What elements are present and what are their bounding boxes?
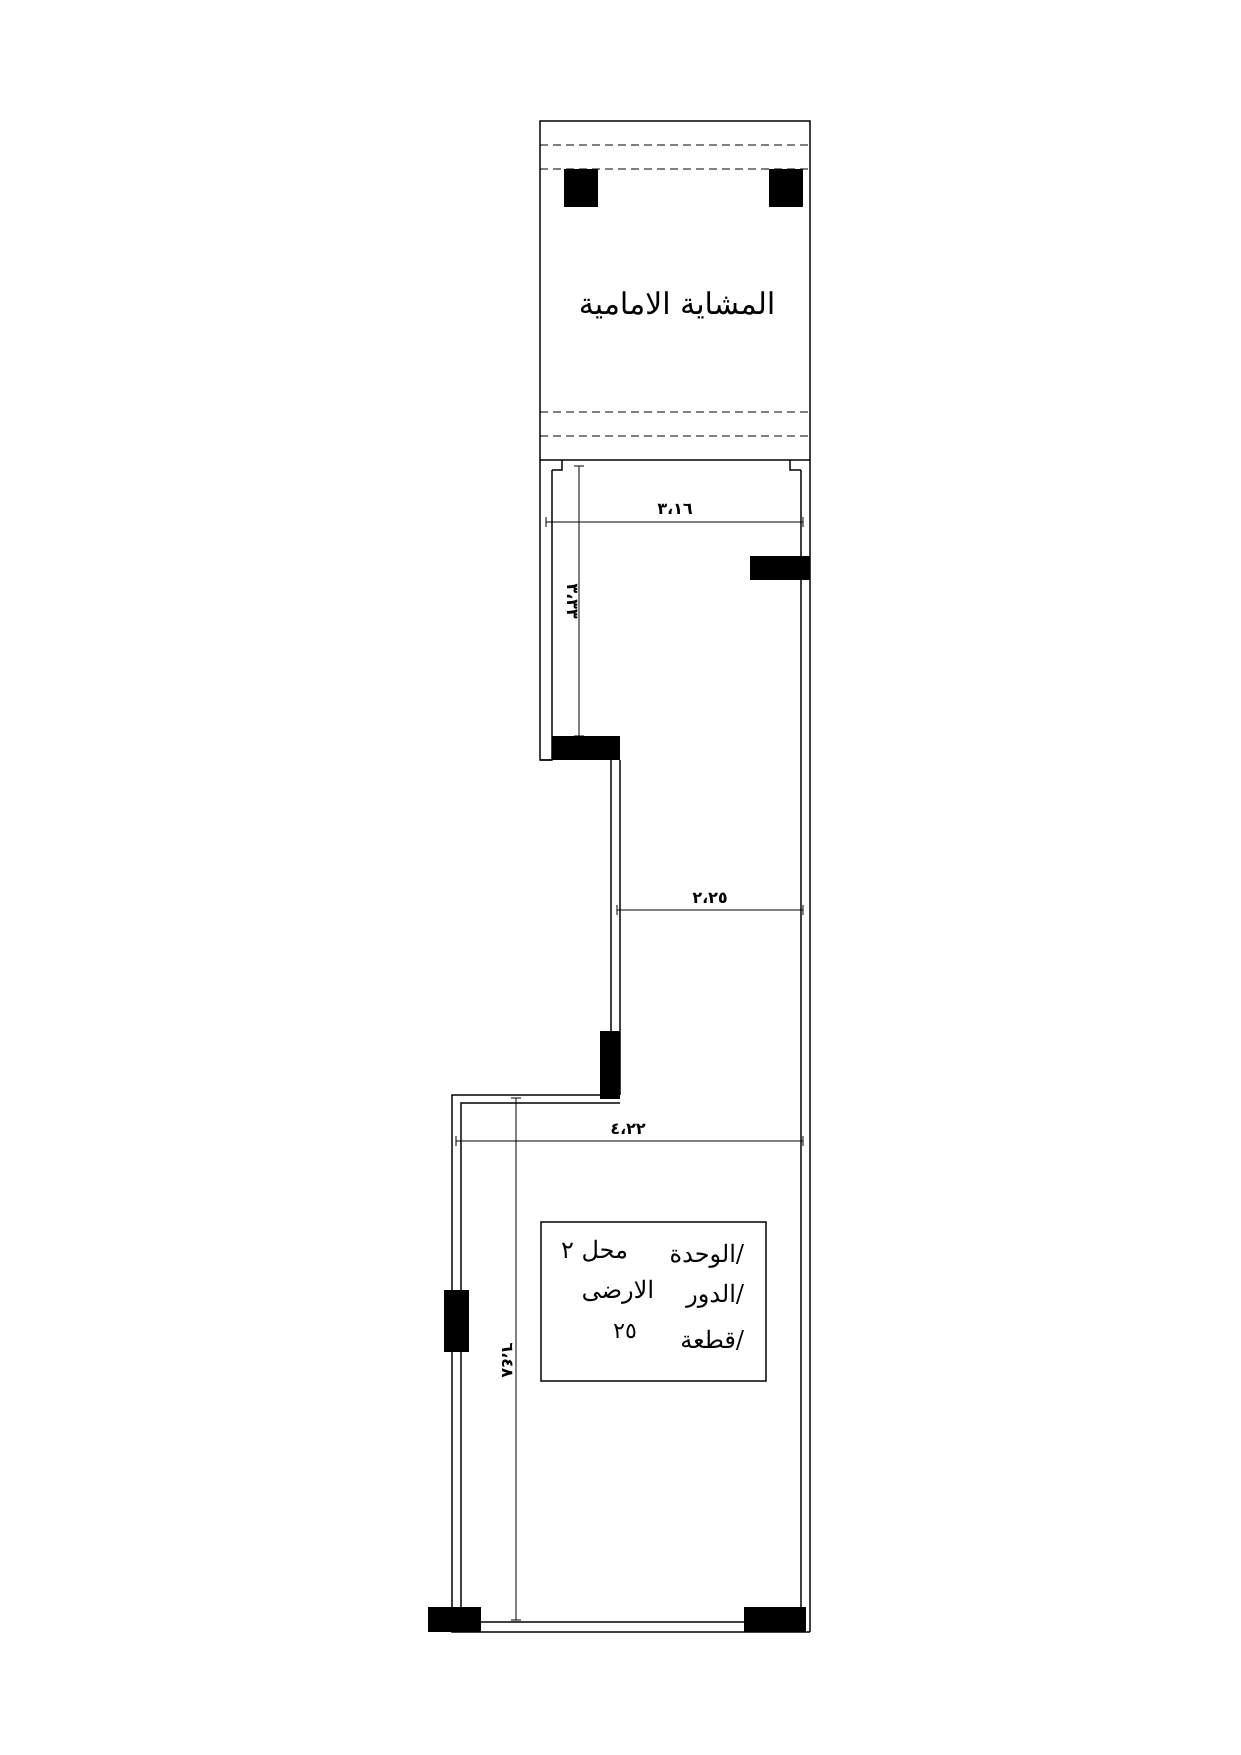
dimension-height-upper: ٣،٣٣ xyxy=(563,583,582,619)
info-box xyxy=(541,1222,766,1381)
walkway-column-right xyxy=(769,169,803,207)
unit-label: الوحدة/ xyxy=(669,1240,744,1268)
column-bottom-left xyxy=(428,1607,481,1632)
dimension-height-lower: ٦،٤٨ xyxy=(498,1342,517,1378)
column-bottom-right xyxy=(744,1607,806,1632)
column-upper-right xyxy=(750,556,810,580)
dimension-lines xyxy=(456,466,803,1620)
column-upper-left xyxy=(552,736,620,760)
walkway-column-left xyxy=(564,169,598,207)
dimension-width-lower: ٤،٢٢ xyxy=(610,1119,646,1138)
floor-value: الارضى xyxy=(581,1276,654,1304)
column-lower-left xyxy=(444,1290,469,1352)
plot-value: ٢٥ xyxy=(613,1319,637,1344)
outer-walls xyxy=(452,460,810,1632)
floor-label: الدور/ xyxy=(686,1280,744,1308)
dimension-width-middle: ٢،٢٥ xyxy=(692,888,728,907)
dimension-width-upper: ٣،١٦ xyxy=(657,499,693,518)
front-walkway-label: المشاية الامامية xyxy=(578,287,776,322)
plot-label: قطعة/ xyxy=(680,1326,744,1354)
column-middle xyxy=(600,1031,620,1099)
unit-value: محل ٢ xyxy=(560,1236,628,1264)
